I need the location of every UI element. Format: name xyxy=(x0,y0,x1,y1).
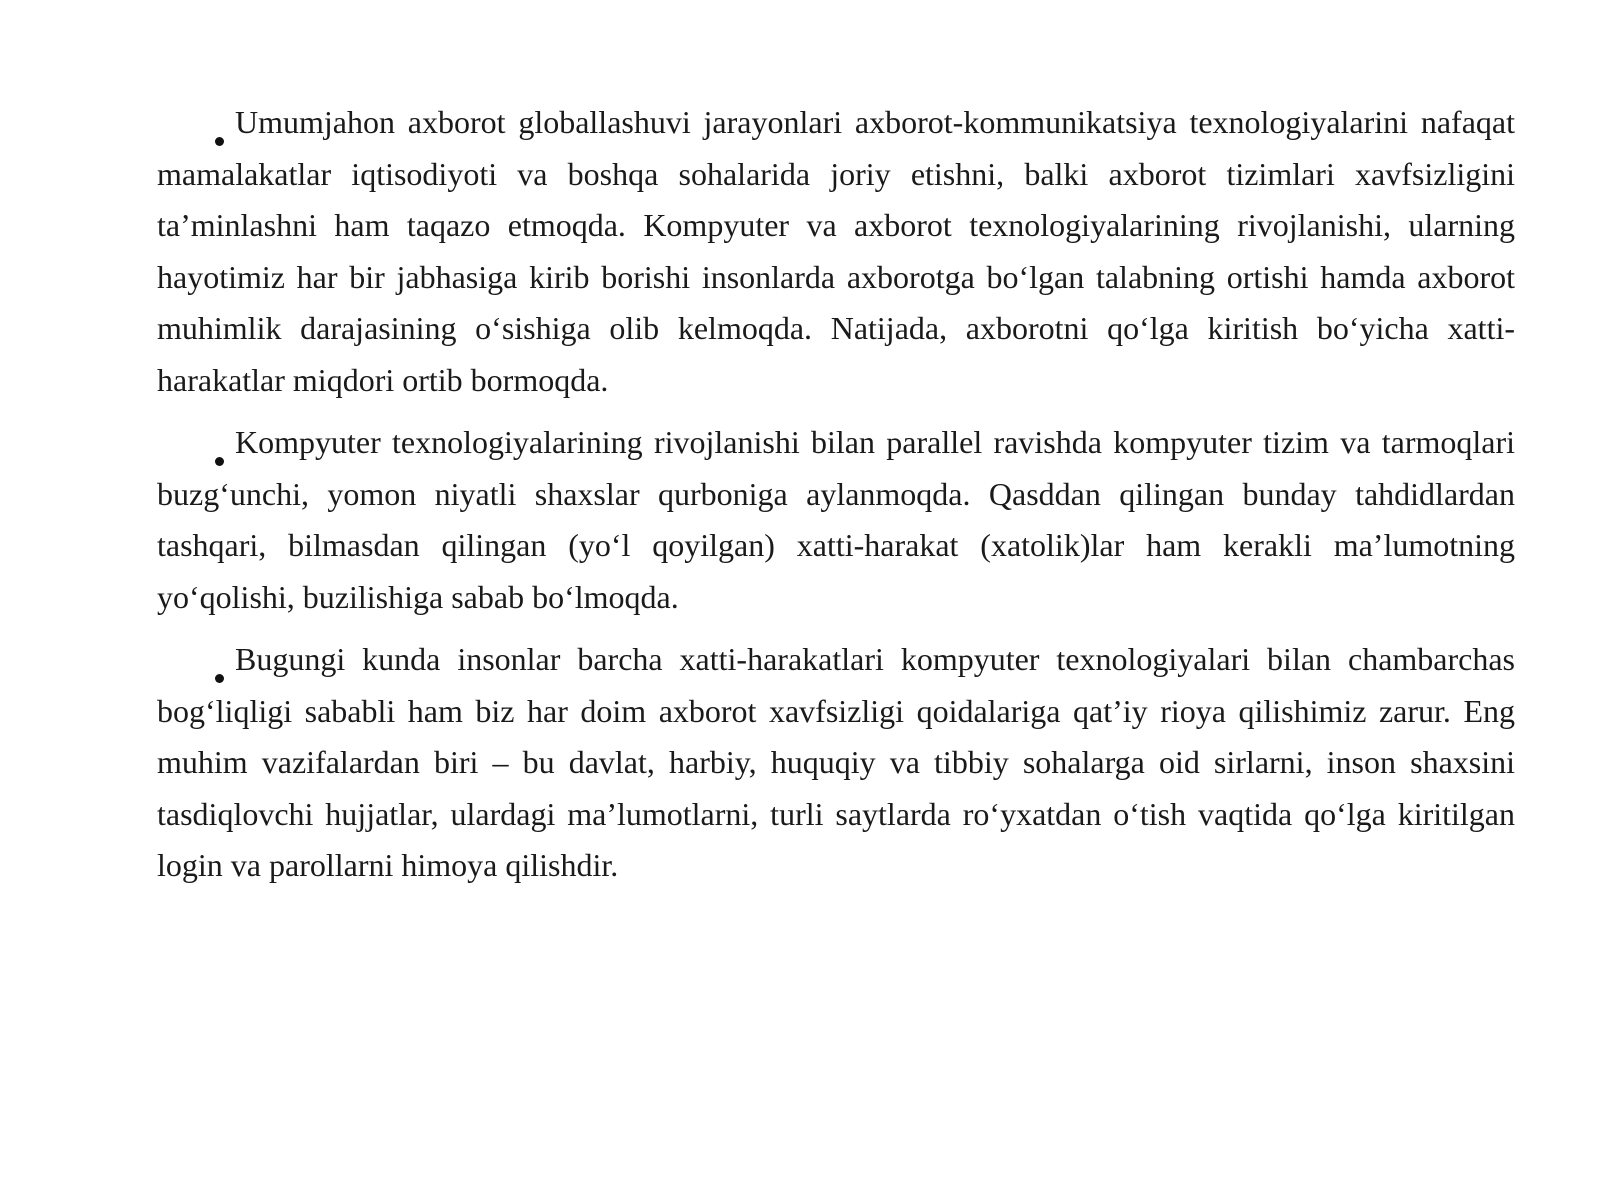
paragraph-2-text: Kompyuter texnologiyalarining rivojlanishi bilan parallel ravishda kompyuter tizim va tarmoqlari buzg‘unchi, yomon niyatli shaxslar qurboniga aylanmoqda. Qasddan qilingan bunday tahdidlardan tashqari, bilmasdan qilingan (yo‘l qoyilgan) xatti-harakat (xatolik)lar ham kerakli ma’lumotning yo‘qolishi, buzilishiga sabab bo‘lmoqda. xyxy=(157,424,1515,615)
paragraph-1 xyxy=(157,97,1515,406)
paragraph-3-text: Bugungi kunda insonlar barcha xatti-harakatlari kompyuter texnologiyalari bilan chambarchas bog‘liqligi sababli ham biz har doim axborot xavfsizligi qoidalariga qat’iy rioya qilishimiz zarur. Eng muhim vazifalardan biri – bu davlat, harbiy, huquqiy va tibbiy sohalarga oid sirlarni, inson shaxsini tasdiqlovchi hujjatlar, ulardagi ma’lumotlarni, turli saytlarda ro‘yxatdan o‘tish vaqtida qo‘lga kiritilgan login va parollarni himoya qilishdir. xyxy=(157,641,1515,883)
paragraph-1-text: Umumjahon axborot globallashuvi jarayonlari axborot-kommunikatsiya texnologiyalarini nafaqat mamalakatlar iqtisodiyoti va boshqa sohalarida joriy etishni, balki axborot tizimlari xavfsizligini ta’minlashni ham taqazo etmoqda. Kompyuter va axborot texnologiyalarining rivojlanishi, ularning hayotimiz har bir jabhasiga kirib borishi insonlarda axborotga bo‘lgan talabning ortishi hamda axborot muhimlik darajasining o‘sishiga olib kelmoqda. Natijada, axborotni qo‘lga kiritish bo‘yicha xatti-harakatlar miqdori ortib bormoqda. xyxy=(157,104,1515,398)
paragraph-2 xyxy=(157,417,1515,623)
paragraph-3 xyxy=(157,634,1515,892)
text-body xyxy=(157,97,1515,903)
